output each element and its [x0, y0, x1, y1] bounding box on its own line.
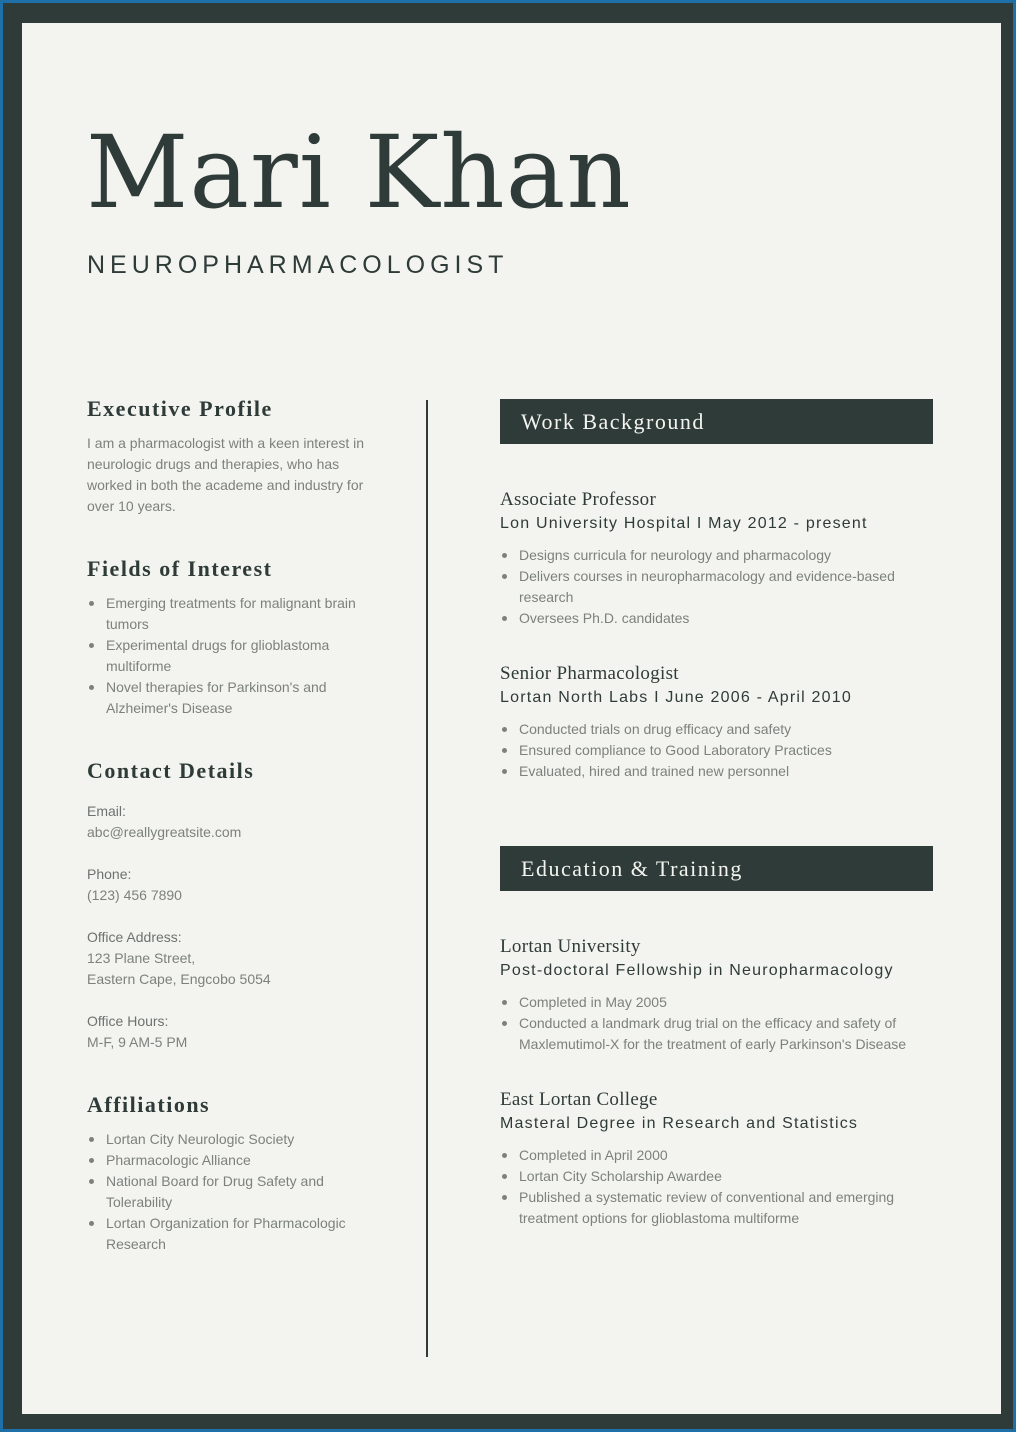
column-divider: [426, 400, 428, 1357]
email-value[interactable]: abc@reallygreatsite.com: [87, 824, 242, 840]
list-item: Evaluated, hired and trained new personnel: [500, 761, 934, 782]
phone-label: Phone:: [87, 866, 132, 882]
hours-label: Office Hours:: [87, 1013, 169, 1029]
job-role: Senior Pharmacologist: [500, 663, 679, 684]
executive-profile-section: [87, 395, 377, 517]
school-program: Masteral Degree in Research and Statistics: [500, 1115, 859, 1132]
list-item: Conducted trials on drug efficacy and safety: [500, 719, 934, 740]
section-heading: Fields of Interest: [87, 556, 273, 581]
address-line-1: 123 Plane Street,: [87, 950, 196, 966]
profile-text: I am a pharmacologist with a keen interest in neurologic drugs and therapies, who has worked in both the academe and industry for over 10 years.: [87, 435, 365, 514]
education-entry: [500, 1088, 934, 1229]
candidate-name: Mari Khan: [86, 114, 632, 231]
list-item: Ensured compliance to Good Laboratory Practices: [500, 740, 934, 761]
list-item: Completed in May 2005: [500, 992, 934, 1013]
education-training-banner: Education & Training: [500, 846, 933, 891]
job-entry: [500, 488, 934, 629]
job-role: Associate Professor: [500, 489, 657, 510]
list-item: Delivers courses in neuropharmacology and evidence-based research: [500, 566, 934, 608]
education-entry: [500, 935, 934, 1055]
school-name: Lortan University: [500, 936, 641, 957]
address-block: [87, 927, 377, 990]
fields-of-interest-section: [87, 555, 377, 719]
left-column: [87, 395, 377, 1255]
candidate-title: NEUROPHARMACOLOGIST: [87, 251, 509, 279]
list-item: Lortan Organization for Pharmacologic Research: [87, 1213, 377, 1255]
list-item: Lortan City Neurologic Society: [87, 1129, 377, 1150]
job-duties: [500, 545, 934, 629]
section-heading: Contact Details: [87, 758, 255, 783]
list-item: Conducted a landmark drug trial on the efficacy and safety of Maxlemutimol-X for the treatment of early Parkinson's Disease: [500, 1013, 934, 1055]
phone-block: [87, 864, 377, 906]
list-item: Designs curricula for neurology and pharmacology: [500, 545, 934, 566]
right-column: [500, 399, 934, 1229]
affiliations-section: [87, 1091, 377, 1255]
phone-value: (123) 456 7890: [87, 887, 182, 903]
list-item: Emerging treatments for malignant brain tumors: [87, 593, 377, 635]
resume-page: [22, 23, 1001, 1414]
address-label: Office Address:: [87, 929, 182, 945]
list-item: National Board for Drug Safety and Tolerability: [87, 1171, 377, 1213]
section-heading: Affiliations: [87, 1092, 211, 1117]
address-line-2: Eastern Cape, Engcobo 5054: [87, 971, 271, 987]
list-item: Novel therapies for Parkinson's and Alzheimer's Disease: [87, 677, 377, 719]
job-entry: [500, 662, 934, 782]
list-item: Experimental drugs for glioblastoma multiforme: [87, 635, 377, 677]
list-item: Lortan City Scholarship Awardee: [500, 1166, 934, 1187]
school-name: East Lortan College: [500, 1089, 658, 1110]
list-item: Pharmacologic Alliance: [87, 1150, 377, 1171]
list-item: Completed in April 2000: [500, 1145, 934, 1166]
hours-value: M-F, 9 AM-5 PM: [87, 1034, 188, 1050]
hours-block: [87, 1011, 377, 1053]
school-program: Post-doctoral Fellowship in Neuropharmacology: [500, 962, 894, 979]
job-org: Lortan North Labs I June 2006 - April 2010: [500, 689, 852, 706]
contact-details-section: [87, 757, 377, 1053]
email-label: Email:: [87, 803, 126, 819]
affiliation-list: [87, 1129, 377, 1255]
work-background-banner: Work Background: [500, 399, 933, 444]
education-details: [500, 992, 934, 1055]
interest-list: [87, 593, 377, 719]
job-org: Lon University Hospital I May 2012 - present: [500, 515, 868, 532]
list-item: Oversees Ph.D. candidates: [500, 608, 934, 629]
list-item: Published a systematic review of conventional and emerging treatment options for glioblastoma multiforme: [500, 1187, 934, 1229]
education-details: [500, 1145, 934, 1229]
email-block: [87, 801, 377, 843]
section-heading: Executive Profile: [87, 396, 273, 421]
job-duties: [500, 719, 934, 782]
